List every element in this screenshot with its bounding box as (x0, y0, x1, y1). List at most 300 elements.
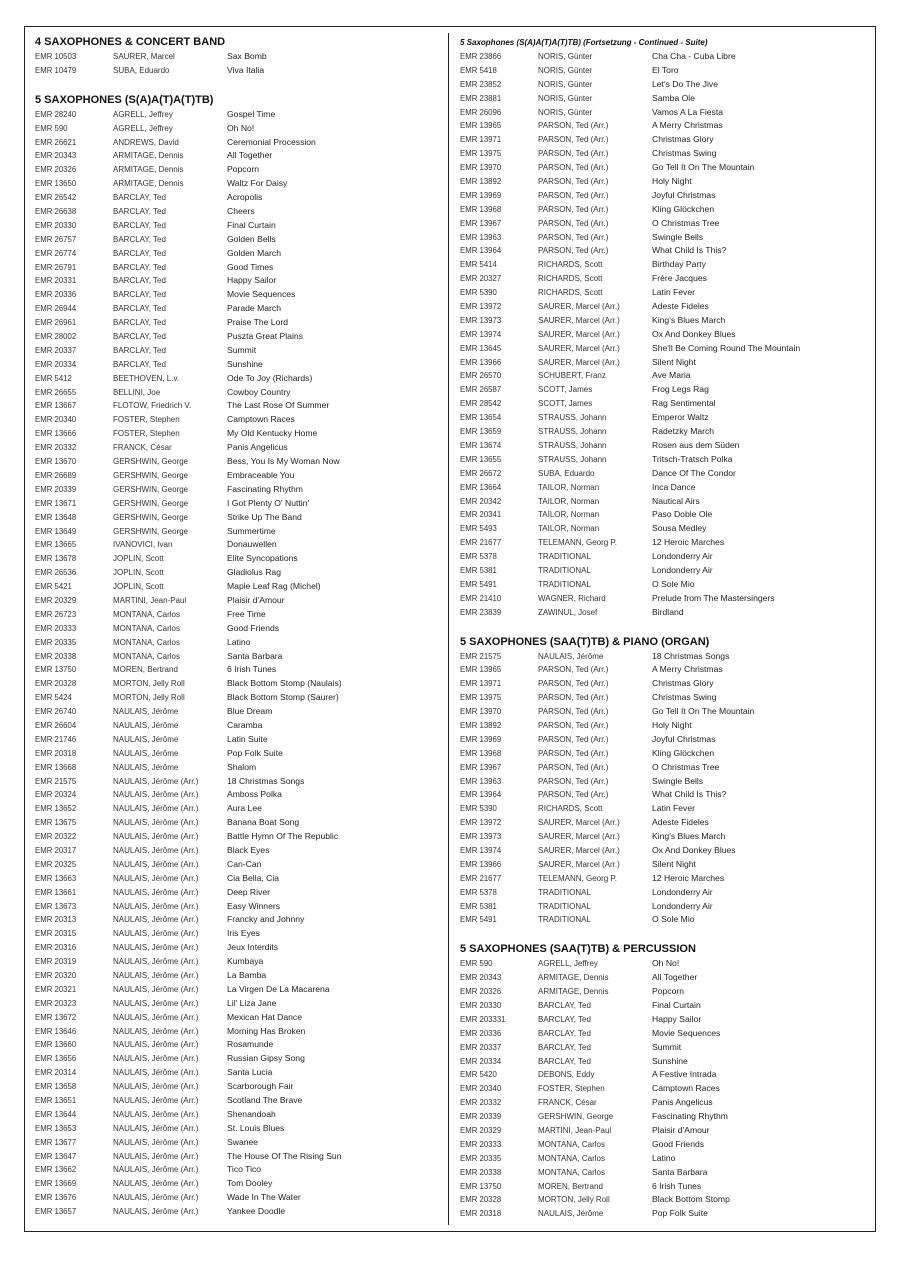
piece-title: Final Curtain (652, 1000, 701, 1010)
left-column (35, 35, 445, 1219)
piece-title: Donauwellen (227, 539, 277, 550)
catalog-row (35, 441, 445, 455)
catalog-row (35, 163, 445, 177)
catalog-number: EMR 23866 (460, 52, 502, 61)
catalog-number: EMR 13963 (460, 232, 502, 242)
piece-title: King's Blues March (652, 314, 726, 325)
piece-title: Santa Lucia (227, 1067, 273, 1078)
composer-name: SAURER, Marcel (Arr.) (538, 832, 620, 842)
composer-name: PARSON, Ted (Arr.) (538, 232, 609, 242)
catalog-number: EMR 26542 (35, 193, 77, 203)
catalog-row (460, 775, 870, 789)
catalog-row (35, 983, 445, 997)
composer-name: BARCLAY, Ted (538, 1028, 591, 1038)
composer-name: GERSHWIN, George (113, 512, 189, 522)
catalog-row (35, 580, 445, 594)
composer-name: FOSTER, Stephen (113, 429, 180, 439)
composer-name: BARCLAY, Ted (113, 345, 166, 355)
piece-title: A Merry Christmas (652, 664, 723, 675)
piece-title: Ode To Joy (Richards) (227, 372, 313, 383)
piece-title: Kling Glöckchen (652, 747, 715, 758)
composer-name: SAURER, Marcel (Arr.) (538, 859, 620, 869)
catalog-number: EMR 21746 (35, 734, 77, 744)
catalog-row (35, 288, 445, 302)
catalog-row (35, 594, 445, 608)
catalog-row (460, 747, 870, 761)
piece-title: Easy Winners (227, 900, 281, 911)
catalog-row (35, 149, 445, 163)
section-heading: 5 SAXOPHONES (SAA(T)TB) & PERCUSSION (460, 943, 696, 956)
composer-name: GERSHWIN, George (113, 526, 189, 536)
piece-title: All Together (227, 150, 273, 161)
catalog-number: EMR 20327 (460, 274, 502, 284)
composer-name: STRAUSS, Johann (538, 440, 607, 450)
piece-title: 12 Heroic Marches (652, 537, 725, 548)
catalog-row (35, 177, 445, 191)
composer-name: TRADITIONAL (538, 901, 591, 911)
piece-title: Wade In The Water (227, 1192, 301, 1203)
piece-title: Waltz For Daisy (227, 178, 288, 189)
composer-name: NAULAIS, Jérôme (Arr.) (113, 1040, 199, 1050)
catalog-row (35, 955, 445, 969)
composer-name: PARSON, Ted (Arr.) (538, 762, 609, 772)
section-gap (460, 620, 870, 635)
piece-title: Rosamunde (227, 1039, 274, 1050)
piece-title: Londonderry Air (652, 886, 713, 897)
catalog-row (35, 969, 445, 983)
catalog-row (35, 274, 445, 288)
piece-title: Sousa Medley (652, 523, 707, 534)
piece-title: Battle Hymn Of The Republic (227, 831, 339, 842)
catalog-number: EMR 13971 (460, 135, 502, 145)
catalog-number: EMR 13671 (35, 498, 77, 508)
catalog-row (460, 397, 870, 411)
catalog-number: EMR 20342 (460, 496, 502, 506)
catalog-number: EMR 20335 (35, 637, 77, 647)
piece-title: Amboss Polka (227, 789, 282, 800)
piece-title: Latin Suite (227, 733, 268, 744)
piece-title: Camptown Races (227, 414, 295, 425)
catalog-row (35, 372, 445, 386)
catalog-row (35, 747, 445, 761)
piece-title: Gospel Time (227, 108, 276, 119)
composer-name: PARSON, Ted (Arr.) (538, 790, 609, 800)
composer-name: NORIS, Günter (538, 79, 593, 89)
catalog-number: EMR 13648 (35, 512, 77, 522)
catalog-number: EMR 26536 (35, 568, 77, 578)
catalog-row (460, 286, 870, 300)
composer-name: PARSON, Ted (Arr.) (538, 218, 609, 228)
piece-title: Christmas Glory (652, 134, 714, 145)
composer-name: NORIS, Günter (538, 65, 593, 75)
catalog-number: EMR 5420 (460, 1070, 497, 1080)
catalog-row (35, 427, 445, 441)
catalog-row (35, 191, 445, 205)
section-heading: 5 SAXOPHONES (S(A)A(T)A(T)TB) (35, 93, 214, 106)
catalog-row (460, 217, 870, 231)
catalog-number: EMR 13673 (35, 901, 77, 911)
piece-title: Shalom (227, 761, 257, 772)
composer-name: NAULAIS, Jérôme (Arr.) (113, 1179, 199, 1189)
piece-title: Good Times (227, 261, 274, 272)
piece-title: Samba Ole (652, 92, 695, 103)
catalog-row (35, 663, 445, 677)
catalog-row (35, 399, 445, 413)
catalog-number: EMR 21677 (460, 538, 502, 548)
catalog-number: EMR 5390 (460, 288, 497, 298)
piece-title: O Christmas Tree (652, 761, 720, 772)
composer-name: RICHARDS, Scott (538, 288, 603, 298)
catalog-number: EMR 13670 (35, 457, 77, 467)
composer-name: IVANOVICI, Ivan (113, 540, 173, 550)
composer-name: MORTON, Jelly Roll (113, 693, 185, 703)
catalog-row (35, 1038, 445, 1052)
right-column (460, 35, 870, 1221)
composer-name: GERSHWIN, George (113, 484, 189, 494)
catalog-number: EMR 20340 (460, 1084, 502, 1094)
catalog-row (35, 997, 445, 1011)
catalog-number: EMR 13653 (35, 1123, 77, 1133)
catalog-number: EMR 20333 (35, 623, 77, 633)
composer-name: NAULAIS, Jérôme (Arr.) (113, 818, 199, 828)
catalog-row (460, 328, 870, 342)
piece-title: Joyful Christmas (652, 189, 716, 200)
catalog-row (460, 1013, 870, 1027)
catalog-number: EMR 20330 (35, 220, 77, 230)
catalog-number: EMR 21575 (460, 651, 502, 661)
catalog-row (35, 900, 445, 914)
composer-name: ARMITAGE, Dennis (113, 165, 184, 175)
catalog-number: EMR 20313 (35, 915, 77, 925)
piece-title: Adeste Fideles (652, 301, 709, 312)
catalog-row (35, 261, 445, 275)
piece-title: Viva Italia (227, 64, 265, 75)
catalog-number: EMR 20318 (460, 1209, 502, 1219)
catalog-row (460, 147, 870, 161)
catalog-row (35, 927, 445, 941)
catalog-number: EMR 20332 (35, 443, 77, 453)
piece-title: Paso Doble Ole (652, 509, 713, 520)
piece-title: Let's Do The Jive (652, 78, 718, 89)
piece-title: Ox And Donkey Blues (652, 844, 736, 855)
catalog-number: EMR 20340 (35, 415, 77, 425)
section-heading: 4 SAXOPHONES & CONCERT BAND (35, 36, 226, 48)
catalog-number: EMR 26757 (35, 234, 77, 244)
catalog-number: EMR 20343 (460, 973, 502, 983)
catalog-row (35, 761, 445, 775)
catalog-row (460, 999, 870, 1013)
piece-title: Christmas Glory (652, 678, 714, 689)
composer-name: NAULAIS, Jérôme (Arr.) (113, 832, 199, 842)
catalog-number: EMR 26096 (460, 107, 502, 117)
piece-title: Vamos A La Fiesta (652, 106, 724, 117)
composer-name: SAURER, Marcel (Arr.) (538, 329, 620, 339)
piece-title: Radetzky March (652, 426, 715, 437)
catalog-row (460, 189, 870, 203)
catalog-number: EMR 13975 (460, 149, 502, 159)
composer-name: NAULAIS, Jérôme (113, 734, 179, 744)
catalog-row (35, 788, 445, 802)
catalog-number: EMR 20323 (35, 998, 77, 1008)
catalog-row (35, 64, 445, 78)
catalog-number: EMR 28002 (35, 332, 77, 342)
composer-name: GERSHWIN, George (113, 498, 189, 508)
piece-title: Frog Legs Rag (652, 384, 709, 395)
catalog-number: EMR 13647 (35, 1151, 77, 1161)
composer-name: PARSON, Ted (Arr.) (538, 246, 609, 256)
catalog-row (460, 522, 870, 536)
piece-title: Oh No! (652, 958, 680, 969)
catalog-row (460, 356, 870, 370)
catalog-row (35, 802, 445, 816)
composer-name: FOSTER, Stephen (113, 415, 180, 425)
piece-title: Banana Boat Song (227, 817, 300, 828)
catalog-number: EMR 23852 (460, 79, 502, 89)
catalog-row (35, 650, 445, 664)
piece-title: Birdland (652, 606, 684, 617)
catalog-number: EMR 13664 (460, 482, 502, 492)
catalog-number: EMR 21677 (460, 873, 502, 883)
catalog-number: EMR 13665 (35, 540, 77, 550)
catalog-page (24, 26, 876, 1232)
composer-name: NAULAIS, Jérôme (Arr.) (113, 998, 199, 1008)
catalog-number: EMR 13974 (460, 329, 502, 339)
catalog-number: EMR 26791 (35, 262, 77, 272)
catalog-row (460, 1193, 870, 1207)
composer-name: MOREN, Bertrand (113, 665, 178, 675)
catalog-row (460, 272, 870, 286)
composer-name: MOREN, Bertrand (538, 1181, 603, 1191)
composer-name: TRADITIONAL (538, 565, 591, 575)
piece-title: Rosen aus dem Süden (652, 439, 740, 450)
composer-name: STRAUSS, Johann (538, 454, 607, 464)
column-divider (448, 33, 449, 1225)
composer-name: AGRELL, Jeffrey (538, 959, 598, 969)
catalog-row (460, 508, 870, 522)
composer-name: GERSHWIN, George (113, 470, 189, 480)
catalog-row (460, 481, 870, 495)
catalog-number: EMR 21410 (460, 593, 502, 603)
piece-title: Black Bottom Stomp (652, 1194, 730, 1205)
composer-name: SAURER, Marcel (Arr.) (538, 845, 620, 855)
catalog-number: EMR 20316 (35, 943, 77, 953)
catalog-row (460, 244, 870, 258)
piece-title: Ox And Donkey Blues (652, 328, 736, 339)
catalog-number: EMR 13970 (460, 707, 502, 717)
piece-title: Tritsch-Tratsch Polka (652, 453, 733, 464)
catalog-row (460, 342, 870, 356)
composer-name: BARCLAY, Ted (538, 1042, 591, 1052)
composer-name: GERSHWIN, George (538, 1112, 614, 1122)
composer-name: RICHARDS, Scott (538, 274, 603, 284)
catalog-number: EMR 13650 (35, 179, 77, 189)
catalog-number: EMR 13975 (460, 693, 502, 703)
catalog-number: EMR 26570 (460, 371, 502, 381)
catalog-number: EMR 13966 (460, 859, 502, 869)
composer-name: ANDREWS, David (113, 137, 179, 147)
piece-title: O Sole Mio (652, 914, 695, 925)
catalog-row (460, 495, 870, 509)
catalog-number: EMR 20343 (35, 151, 77, 161)
piece-title: Santa Barbara (227, 650, 283, 661)
composer-name: TRADITIONAL (538, 887, 591, 897)
piece-title: Swingle Bells (652, 775, 704, 786)
catalog-row (35, 816, 445, 830)
catalog-number: EMR 13652 (35, 804, 77, 814)
catalog-number: EMR 28542 (460, 399, 502, 409)
catalog-number: EMR 20321 (35, 984, 77, 994)
piece-title: Inca Dance (652, 481, 696, 492)
catalog-row (460, 913, 870, 927)
piece-title: Acropolis (227, 192, 263, 203)
catalog-number: EMR 13677 (35, 1137, 77, 1147)
composer-name: SUBA, Eduardo (538, 468, 595, 478)
piece-title: Movie Sequences (227, 289, 296, 300)
catalog-number: EMR 13676 (35, 1193, 77, 1203)
piece-title: Emperor Waltz (652, 412, 709, 423)
composer-name: MONTANA, Carlos (113, 637, 180, 647)
piece-title: Latin Fever (652, 803, 695, 814)
piece-title: Dance Of The Condor (652, 467, 736, 478)
catalog-row (460, 369, 870, 383)
catalog-number: EMR 13668 (35, 762, 77, 772)
catalog-number: EMR 13750 (35, 665, 77, 675)
composer-name: NAULAIS, Jérôme (538, 651, 604, 661)
piece-title: Summertime (227, 525, 276, 536)
catalog-number: EMR 203331 (460, 1014, 506, 1024)
catalog-row (35, 844, 445, 858)
composer-name: PARSON, Ted (Arr.) (538, 204, 609, 214)
piece-title: Plaisir d'Amour (652, 1125, 710, 1136)
composer-name: PARSON, Ted (Arr.) (538, 149, 609, 159)
catalog-number: EMR 13654 (460, 413, 502, 423)
catalog-number: EMR 13678 (35, 554, 77, 564)
composer-name: GERSHWIN, George (113, 457, 189, 467)
catalog-row (35, 1108, 445, 1122)
composer-name: BARCLAY, Ted (113, 220, 166, 230)
catalog-row (35, 1066, 445, 1080)
catalog-number: EMR 13674 (460, 440, 502, 450)
catalog-row (460, 1180, 870, 1194)
catalog-row (460, 788, 870, 802)
piece-title: Swanee (227, 1136, 259, 1147)
piece-title: 12 Heroic Marches (652, 872, 725, 883)
piece-title: Latino (227, 636, 251, 647)
catalog-number: EMR 13972 (460, 302, 502, 312)
piece-title: Rag Sentimental (652, 398, 716, 409)
composer-name: BARCLAY, Ted (113, 332, 166, 342)
composer-name: SCOTT, James (538, 399, 593, 409)
piece-title: Cia Bella, Cia (227, 872, 280, 883)
composer-name: BARCLAY, Ted (113, 248, 166, 258)
catalog-row (35, 330, 445, 344)
piece-title: Iris Eyes (227, 928, 260, 939)
catalog-row (460, 802, 870, 816)
piece-title: Movie Sequences (652, 1027, 721, 1038)
catalog-row (460, 1055, 870, 1069)
catalog-row (460, 1138, 870, 1152)
catalog-number: EMR 5491 (460, 915, 497, 925)
catalog-number: EMR 5414 (460, 260, 497, 270)
piece-title: Morning Has Broken (227, 1025, 306, 1036)
catalog-number: EMR 13964 (460, 790, 502, 800)
catalog-row (35, 1094, 445, 1108)
catalog-row (35, 941, 445, 955)
composer-name: NAULAIS, Jérôme (Arr.) (113, 1109, 199, 1119)
catalog-row (460, 314, 870, 328)
piece-title: Parade March (227, 303, 281, 314)
catalog-number: EMR 5421 (35, 582, 72, 592)
composer-name: PARSON, Ted (Arr.) (538, 707, 609, 717)
composer-name: TRADITIONAL (538, 552, 591, 562)
piece-title: Yankee Doodle (227, 1206, 286, 1217)
piece-title: Sunshine (227, 358, 263, 369)
catalog-row (35, 455, 445, 469)
piece-title: 6 Irish Tunes (652, 1180, 702, 1191)
piece-title: Puszta Great Plains (227, 331, 303, 342)
piece-title: I Got Plenty O' Nuttin' (227, 497, 310, 508)
composer-name: PARSON, Ted (Arr.) (538, 665, 609, 675)
catalog-row (35, 719, 445, 733)
piece-title: Embraceable You (227, 469, 295, 480)
composer-name: BARCLAY, Ted (113, 318, 166, 328)
catalog-number: EMR 26672 (460, 468, 502, 478)
piece-title: La Virgen De La Macarena (227, 983, 330, 994)
catalog-number: EMR 20333 (460, 1139, 502, 1149)
catalog-number: EMR 20332 (460, 1098, 502, 1108)
catalog-row (35, 497, 445, 511)
catalog-row (35, 1122, 445, 1136)
catalog-row (35, 1080, 445, 1094)
composer-name: SUBA, Eduardo (113, 65, 170, 75)
catalog-row (460, 1166, 870, 1180)
catalog-number: EMR 20338 (35, 651, 77, 661)
composer-name: MARTINI, Jean-Paul (113, 595, 187, 605)
catalog-number: EMR 13969 (460, 190, 502, 200)
catalog-row (35, 50, 445, 64)
composer-name: TAILOR, Norman (538, 524, 600, 534)
piece-title: Gladiolus Rag (227, 567, 281, 578)
piece-title: Lil' Liza Jane (227, 997, 277, 1008)
composer-name: NAULAIS, Jérôme (Arr.) (113, 1207, 199, 1217)
composer-name: ARMITAGE, Dennis (538, 987, 609, 997)
piece-title: Christmas Swing (652, 148, 717, 159)
composer-name: TAILOR, Norman (538, 496, 600, 506)
piece-title: Silent Night (652, 858, 696, 869)
catalog-number: EMR 20324 (35, 790, 77, 800)
piece-title: Fascinating Rhythm (227, 483, 303, 494)
catalog-number: EMR 26961 (35, 318, 77, 328)
catalog-row (35, 886, 445, 900)
composer-name: SAURER, Marcel (Arr.) (538, 343, 620, 353)
catalog-row (460, 1110, 870, 1124)
catalog-number: EMR 20326 (460, 987, 502, 997)
catalog-number: EMR 20331 (35, 276, 77, 286)
catalog-row (35, 608, 445, 622)
composer-name: TRADITIONAL (538, 915, 591, 925)
catalog-number: EMR 13657 (35, 1207, 77, 1217)
catalog-number: EMR 13656 (35, 1054, 77, 1064)
composer-name: BEETHOVEN, L.v. (113, 373, 180, 383)
catalog-row (35, 1025, 445, 1039)
catalog-number: EMR 13667 (35, 401, 77, 411)
composer-name: NAULAIS, Jérôme (Arr.) (113, 859, 199, 869)
piece-title: Cowboy Country (227, 386, 291, 397)
catalog-number: EMR 13966 (460, 357, 502, 367)
piece-title: The Last Rose Of Summer (227, 400, 330, 411)
composer-name: BARCLAY, Ted (113, 276, 166, 286)
catalog-number: EMR 26774 (35, 248, 77, 258)
